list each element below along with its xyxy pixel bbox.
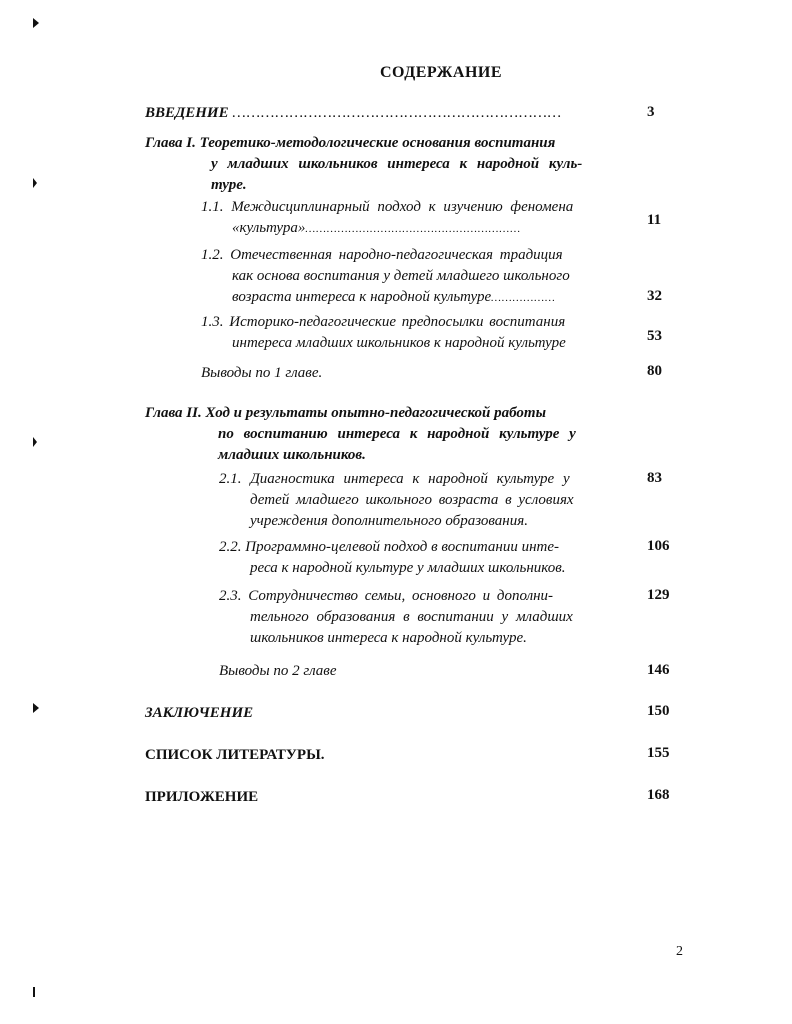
toc-intro-page: 3	[647, 104, 655, 120]
toc-section-2-1-cont: детей младшего школьного возраста в условиях учреждения дополнительного образования.	[250, 492, 574, 529]
toc-section-1-1-cont: «культура»……………………………………………………	[232, 220, 521, 236]
toc-section-1-3: 1.3. Историко-педагогические предпосылки воспитания	[201, 314, 566, 330]
toc-section-2-1: 2.1. Диагностика интереса к народной культуре у	[219, 471, 570, 487]
toc-section-1-2-cont: как основа воспитания у детей младшего школьного возраста интереса к народной культуре………………	[232, 268, 570, 305]
toc-section-2-2-page: 106	[647, 538, 670, 554]
toc-section-1-2: 1.2. Отечественная народно-педагогическая традиция	[201, 247, 563, 263]
toc-section-1-2-page: 32	[647, 288, 662, 304]
scan-mark	[33, 18, 39, 28]
toc-section-2-2: 2.2. Программно-целевой подход в воспитании инте-	[219, 539, 559, 555]
toc-chapter2-conclusion-page: 146	[647, 662, 670, 678]
toc-chapter1-heading: Глава I. Теоретико-методологические основания воспитания	[145, 135, 556, 151]
toc-chapter2-conclusion: Выводы по 2 главе	[219, 663, 337, 679]
toc-section-1-1-page: 11	[647, 212, 662, 228]
page-title: СОДЕРЖАНИЕ	[379, 64, 503, 81]
toc-appendix: ПРИЛОЖЕНИЕ	[145, 789, 259, 805]
toc-section-2-1-page: 83	[647, 470, 662, 486]
toc-section-2-3-cont: тельного образования в воспитании у младших школьников интереса к народной культуре.	[250, 609, 573, 646]
toc-references-page: 155	[647, 745, 670, 761]
toc-conclusion-page: 150	[647, 703, 670, 719]
toc-chapter1-conclusion: Выводы по 1 главе.	[201, 365, 323, 381]
toc-section-1-3-page: 53	[647, 328, 662, 344]
toc-section-2-3-page: 129	[647, 587, 670, 603]
toc-intro	[145, 103, 635, 124]
toc-section-2-2-cont: реса к народной культуре у младших школьников.	[250, 560, 566, 576]
scan-mark	[33, 987, 35, 997]
scan-mark	[33, 437, 37, 447]
toc-chapter1-heading-cont: у младших школьников интереса к народной куль- туре.	[211, 156, 583, 193]
page-number: 2	[676, 944, 683, 959]
toc-intro-dots: ……………………………………………………………	[232, 105, 563, 121]
toc-chapter2-heading: Глава II. Ход и результаты опытно-педагогической работы	[145, 405, 546, 421]
toc-section-1-3-cont: интереса младших школьников к народной культуре	[232, 335, 566, 351]
toc-section-2-3: 2.3. Сотрудничество семьи, основного и дополни-	[219, 588, 554, 604]
toc-chapter2-heading-cont: по воспитанию интереса к народной культуре у младших школьников.	[218, 426, 576, 463]
toc-conclusion: ЗАКЛЮЧЕНИЕ	[145, 705, 254, 721]
toc-section-1-1: 1.1. Междисциплинарный подход к изучению феномена	[201, 199, 574, 215]
toc-chapter1-conclusion-page: 80	[647, 363, 662, 379]
toc-intro-label: ВВЕДЕНИЕ	[145, 105, 229, 121]
scan-mark	[33, 178, 37, 188]
toc-references: СПИСОК ЛИТЕРАТУРЫ.	[145, 747, 325, 763]
scan-mark	[33, 703, 39, 713]
toc-appendix-page: 168	[647, 787, 670, 803]
